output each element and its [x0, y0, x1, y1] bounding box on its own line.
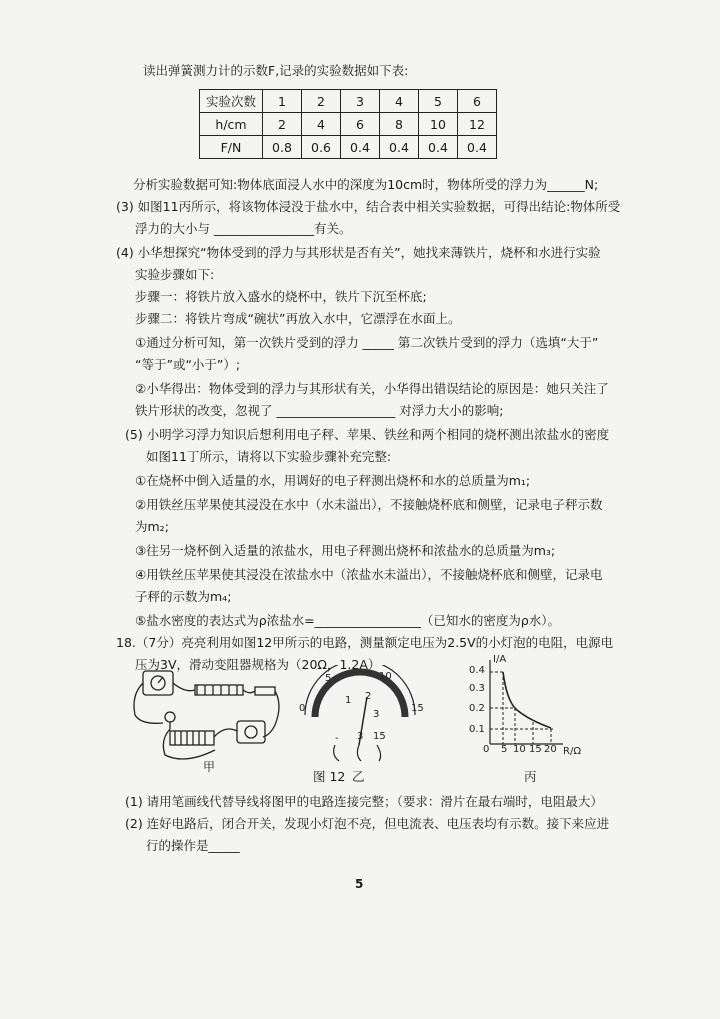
table-cell: 0.4	[419, 136, 458, 159]
table-cell: 2	[302, 90, 341, 113]
table-cell: 0.4	[458, 136, 497, 159]
meter-label: 3	[373, 709, 380, 720]
table-cell: 2	[263, 113, 302, 136]
table-row	[200, 113, 497, 136]
text-line: ⑤盐水密度的表达式为ρ浓盐水=_________________（已知水的密度为ρ水）。	[135, 613, 561, 628]
table-cell: 6	[341, 113, 380, 136]
text-line: ④用铁丝压苹果使其浸没在浓盐水中（浓盐水未溢出），不接触烧杯底和侧壁，记录电	[135, 567, 603, 582]
x-tick-label: 0	[483, 744, 490, 755]
text-line: 18.（7分）亮亮利用如图12甲所示的电路，测量额定电压为2.5V的小灯泡的电阻，电源电	[116, 635, 614, 650]
text-line: 分析实验数据可知:物体底面浸人水中的深度为10cm时，物体所受的浮力为______N;	[133, 177, 599, 192]
text-line: (2) 连好电路后，闭合开关，发现小灯泡不亮，但电流表、电压表均有示数。接下来应进	[125, 816, 610, 831]
text-line: “等于”或“小于”）;	[135, 357, 241, 372]
x-tick-label: 20	[544, 744, 557, 755]
table-cell: 8	[380, 113, 419, 136]
meter-label: 1	[345, 695, 352, 706]
caption-bing: 丙	[524, 769, 537, 784]
table-cell: 0.8	[263, 136, 302, 159]
table-cell: 0.4	[341, 136, 380, 159]
table-cell: 4	[302, 113, 341, 136]
text-line: ①通过分析可知，第一次铁片受到的浮力 _____ 第二次铁片受到的浮力（选填“大于”	[135, 335, 599, 350]
text-line: 为m₂;	[135, 519, 169, 534]
text-line: 行的操作是_____	[146, 838, 240, 853]
text-line: 子秤的示数为m₄;	[135, 589, 232, 604]
intro-text: 读出弹簧测力计的示数F,记录的实验数据如下表:	[143, 63, 409, 78]
data-table	[199, 89, 497, 159]
text-line: ②用铁丝压苹果使其浸没在水中（水未溢出），不接触烧杯底和侧壁，记录电子秤示数	[135, 497, 603, 512]
text-line: ①在烧杯中倒入适量的水，用调好的电子秤测出烧杯和水的总质量为m₁;	[135, 473, 531, 488]
caption-yi: 乙	[352, 769, 365, 784]
text-line: 步骤二：将铁片弯成“碗状”再放入水中，它漂浮在水面上。	[135, 311, 461, 326]
table-header: F/N	[200, 136, 263, 159]
table-header: 实验次数	[200, 90, 263, 113]
text-line: (4) 小华想探究“物体受到的浮力与其形状是否有关”，她找来薄铁片，烧杯和水进行实验	[116, 245, 601, 260]
table-cell: 10	[419, 113, 458, 136]
y-tick-label: 0.1	[469, 724, 485, 735]
meter-label: 10	[379, 671, 392, 682]
text-line: 压为3V，滑动变阻器规格为（20Ω，1.2A）	[135, 657, 381, 672]
terminal-label: 3	[357, 731, 364, 742]
table-cell: 6	[458, 90, 497, 113]
y-tick-label: 0.3	[469, 683, 485, 694]
text-line: (1) 请用笔画线代替导线将图甲的电路连接完整；（要求：滑片在最右端时，电阻最大）	[125, 794, 603, 809]
text-line: 实验步骤如下:	[135, 267, 215, 282]
y-tick-label: 0.4	[469, 665, 485, 676]
x-tick-label: 5	[501, 744, 508, 755]
text-line: 浮力的大小与 ________________有关。	[135, 221, 352, 236]
text-line: 步骤一：将铁片放入盛水的烧杯中，铁片下沉至杯底;	[135, 289, 427, 304]
meter-label: 2	[365, 691, 372, 702]
caption-figure: 图 12	[313, 769, 346, 784]
text-line: ③往另一烧杯倒入适量的浓盐水，用电子秤测出烧杯和浓盐水的总质量为m₃;	[135, 543, 556, 558]
table-row	[200, 90, 497, 113]
table-cell: 5	[419, 90, 458, 113]
meter-label: 0	[299, 703, 306, 714]
page-number: 5	[355, 877, 364, 891]
table-cell: 12	[458, 113, 497, 136]
text-line: 铁片形状的改变，忽视了 ___________________ 对浮力大小的影响;	[135, 403, 504, 418]
ir-graph	[445, 652, 595, 780]
terminal-label: 15	[373, 731, 386, 742]
meter-label: 15	[411, 703, 424, 714]
table-cell: 3	[341, 90, 380, 113]
table-cell: 1	[263, 90, 302, 113]
x-tick-label: 15	[529, 744, 542, 755]
graph-ylabel: I/A	[493, 654, 507, 665]
terminal-label: -	[335, 733, 339, 744]
text-line: (5) 小明学习浮力知识后想利用电子秤、苹果、铁丝和两个相同的烧杯测出浓盐水的密度	[125, 427, 610, 442]
meter-label: 5	[325, 673, 332, 684]
text-line: 如图11丁所示，请将以下实验步骤补充完整:	[146, 449, 392, 464]
text-line: ②小华得出：物体受到的浮力与其形状有关，小华得出错误结论的原因是：她只关注了	[135, 381, 609, 396]
table-header: h/cm	[200, 113, 263, 136]
x-tick-label: 10	[513, 744, 526, 755]
caption-jia: 甲	[203, 760, 216, 774]
graph-xlabel: R/Ω	[563, 746, 581, 757]
table-cell: 0.4	[380, 136, 419, 159]
table-row	[200, 136, 497, 159]
y-tick-label: 0.2	[469, 703, 485, 714]
text-line: (3) 如图11丙所示，将该物体浸没于盐水中，结合表中相关实验数据，可得出结论:物体所受	[116, 199, 621, 214]
table-cell: 4	[380, 90, 419, 113]
table-cell: 0.6	[302, 136, 341, 159]
meter-dial	[295, 665, 425, 775]
circuit-diagram	[125, 665, 285, 775]
